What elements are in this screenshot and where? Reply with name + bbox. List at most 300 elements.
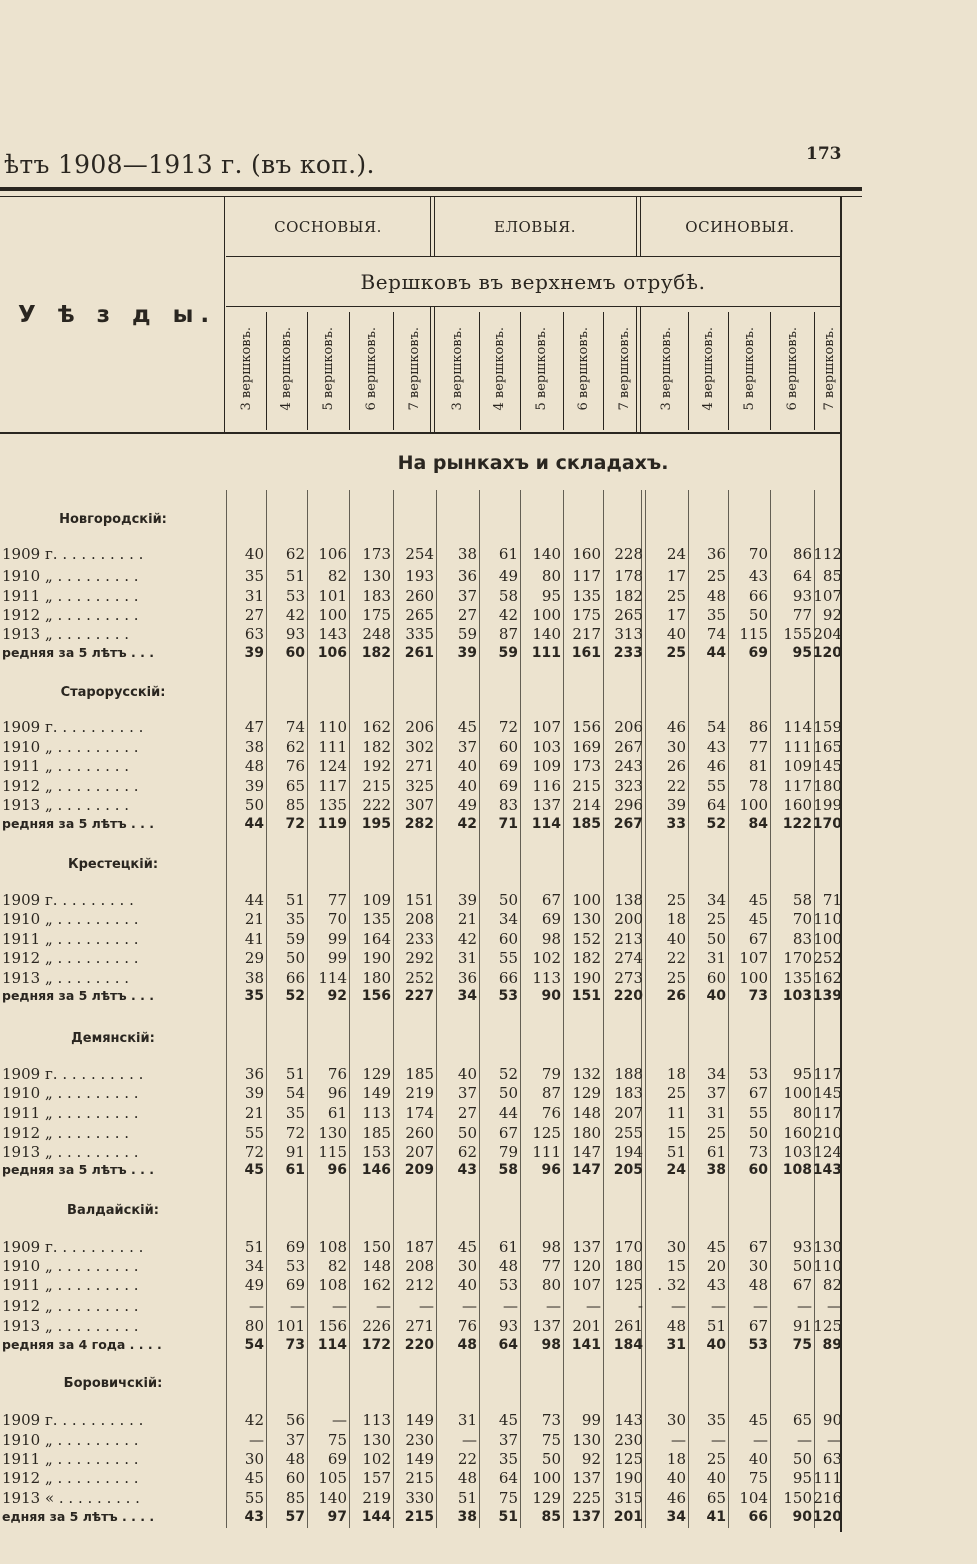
value-cell: 60	[285, 1469, 305, 1487]
value-cell: 35	[285, 1104, 305, 1122]
average-cell: 45	[244, 1162, 264, 1178]
value-cell: —	[462, 1297, 477, 1315]
value-cell: 92	[581, 1450, 601, 1468]
value-cell: —	[797, 1431, 812, 1449]
value-cell: —	[332, 1297, 347, 1315]
value-cell: 34	[244, 1257, 264, 1275]
average-cell: 220	[404, 1337, 434, 1353]
page-header-title: ѣтъ 1908—1913 г. (въ коп.).	[4, 150, 375, 179]
value-cell: 111	[318, 738, 347, 756]
value-cell: 260	[405, 1124, 434, 1142]
average-cell: 43	[244, 1509, 264, 1525]
group-separator	[636, 197, 637, 256]
value-cell: 15	[666, 1257, 686, 1275]
value-cell: 76	[457, 1317, 477, 1335]
value-cell: 31	[244, 587, 264, 605]
value-cell: 150	[783, 1489, 812, 1507]
column-header-label: 4 вершковъ.	[700, 327, 716, 411]
top-rule-thick	[0, 187, 862, 191]
district-name: Боровичскій:	[63, 1376, 163, 1391]
value-cell: 67	[748, 1084, 768, 1102]
value-cell: 27	[244, 606, 264, 624]
value-cell: 61	[498, 1238, 518, 1256]
value-cell: 39	[457, 891, 477, 909]
value-cell: 135	[362, 910, 391, 928]
value-cell: 130	[362, 567, 391, 585]
year-row-label: 1912 „ . . . . . . . . .	[2, 1297, 139, 1315]
value-cell: 31	[457, 949, 477, 967]
district-name: Крестецкій:	[67, 857, 159, 872]
value-cell: 38	[244, 738, 264, 756]
value-cell: 50	[748, 606, 768, 624]
value-cell: 25	[706, 567, 726, 585]
value-cell: 48	[748, 1276, 768, 1294]
value-cell: 46	[706, 757, 726, 775]
value-cell: —	[827, 1431, 842, 1449]
value-cell: 72	[244, 1143, 264, 1161]
value-cell: 124	[318, 757, 347, 775]
value-cell: 98	[541, 1238, 561, 1256]
value-cell: —	[462, 1431, 477, 1449]
value-cell: —	[503, 1297, 518, 1315]
value-cell: 46	[666, 1489, 686, 1507]
year-row-label: 1909 г. . . . . . . . . .	[2, 1411, 144, 1429]
value-cell: 42	[498, 606, 518, 624]
district-name: Новгородскій:	[59, 512, 167, 527]
value-cell: 36	[244, 1065, 264, 1083]
value-cell: 72	[285, 1124, 305, 1142]
value-cell: 49	[498, 567, 518, 585]
column-header	[603, 314, 645, 424]
value-cell: 100	[532, 606, 561, 624]
year-row-label: 1909 г. . . . . . . . .	[2, 891, 134, 909]
average-cell: 44	[706, 645, 726, 661]
value-cell: 207	[614, 1104, 643, 1122]
average-cell: 40	[706, 988, 726, 1004]
value-cell: 80	[541, 1276, 561, 1294]
value-cell: 83	[792, 930, 812, 948]
year-row-label: 1913 « . . . . . . . . .	[2, 1489, 140, 1507]
column-header	[226, 314, 266, 424]
value-cell: 61	[498, 545, 518, 563]
average-cell: 31	[666, 1337, 686, 1353]
average-row-label: редняя за 5 лѣтъ . . .	[2, 816, 154, 831]
value-cell: 200	[614, 910, 643, 928]
value-cell: 30	[457, 1257, 477, 1275]
average-cell: 170	[812, 816, 842, 832]
year-row-label: 1912 „ . . . . . . . . .	[2, 777, 139, 795]
value-cell: 40	[457, 757, 477, 775]
value-cell: 125	[614, 1450, 643, 1468]
value-cell: 61	[327, 1104, 347, 1122]
value-cell: 11	[666, 1104, 686, 1122]
value-cell: 36	[457, 567, 477, 585]
district-name: Валдайскій:	[67, 1203, 159, 1218]
average-cell: 38	[706, 1162, 726, 1178]
value-cell: 152	[572, 930, 601, 948]
value-cell: 75	[541, 1431, 561, 1449]
value-cell: 182	[362, 738, 391, 756]
value-cell: 55	[244, 1124, 264, 1142]
value-cell: 215	[362, 777, 391, 795]
value-cell: 182	[614, 587, 643, 605]
average-cell: 92	[327, 988, 347, 1004]
value-cell: 71	[822, 891, 842, 909]
value-cell: 54	[706, 718, 726, 736]
value-cell: 17	[666, 567, 686, 585]
column-header-label: 5 вершковъ.	[534, 327, 549, 411]
column-header-label: 3 вершковъ.	[450, 327, 465, 411]
year-row-label: 1912 „ . . . . . . . . .	[2, 606, 139, 624]
value-cell: 62	[285, 545, 305, 563]
value-cell: 190	[614, 1469, 643, 1487]
average-cell: 48	[457, 1337, 477, 1353]
value-cell: 102	[532, 949, 561, 967]
value-cell: 335	[405, 625, 434, 643]
value-cell: 201	[572, 1317, 601, 1335]
value-cell: 76	[541, 1104, 561, 1122]
value-cell: 42	[457, 930, 477, 948]
value-cell: 72	[498, 718, 518, 736]
column-header-label: 6 вершковъ.	[575, 327, 591, 411]
year-row-label: 1910 „ . . . . . . . . .	[2, 1084, 139, 1102]
value-cell: 40	[244, 545, 264, 563]
value-cell: 107	[813, 587, 842, 605]
header-bottom-rule	[0, 432, 842, 434]
year-row-label: 1913 „ . . . . . . . . .	[2, 1317, 139, 1335]
value-cell: 215	[405, 1469, 434, 1487]
average-cell: 61	[285, 1162, 305, 1178]
value-cell: 51	[285, 1065, 305, 1083]
value-cell: 26	[666, 757, 686, 775]
value-cell: 51	[666, 1143, 686, 1161]
value-cell: 137	[572, 1238, 601, 1256]
value-cell: 183	[362, 587, 391, 605]
value-cell: 147	[572, 1143, 601, 1161]
value-cell: 35	[498, 1450, 518, 1468]
year-row-label: 1910 „ . . . . . . . . .	[2, 910, 139, 928]
value-cell: 173	[572, 757, 601, 775]
value-cell: 40	[748, 1450, 768, 1468]
value-cell: 55	[748, 1104, 768, 1122]
group-title: СОСНОВЫЯ.	[274, 218, 382, 236]
value-cell: 58	[792, 891, 812, 909]
value-cell: 206	[405, 718, 434, 736]
group-title: ОСИНОВЫЯ.	[685, 218, 795, 236]
value-cell: 76	[327, 1065, 347, 1083]
column-header-label: 6 вершковъ.	[363, 327, 379, 411]
value-cell: 114	[318, 969, 347, 987]
value-cell: 156	[318, 1317, 347, 1335]
value-cell: 48	[244, 757, 264, 775]
value-cell: 100	[739, 969, 768, 987]
value-cell: 59	[457, 625, 477, 643]
average-cell: 71	[498, 816, 518, 832]
value-cell: 104	[739, 1489, 768, 1507]
value-cell: 53	[498, 1276, 518, 1294]
value-cell: 77	[792, 606, 812, 624]
average-cell: 120	[812, 645, 842, 661]
value-cell: 214	[572, 796, 601, 814]
year-row-label: 1911 „ . . . . . . . .	[2, 757, 130, 775]
average-cell: 34	[666, 1509, 686, 1525]
value-cell: 37	[285, 1431, 305, 1449]
average-cell: 53	[498, 988, 518, 1004]
value-cell: 69	[541, 910, 561, 928]
year-row-label: 1909 г. . . . . . . . . .	[2, 1238, 144, 1256]
value-cell: 110	[813, 1257, 842, 1275]
average-cell: 59	[498, 645, 518, 661]
value-cell: 27	[457, 606, 477, 624]
value-cell: 187	[405, 1238, 434, 1256]
value-cell: 48	[457, 1469, 477, 1487]
value-cell: 21	[457, 910, 477, 928]
average-cell: 233	[613, 645, 643, 661]
value-cell: —	[671, 1297, 686, 1315]
average-cell: 73	[285, 1337, 305, 1353]
value-cell: 86	[792, 545, 812, 563]
average-cell: 51	[498, 1509, 518, 1525]
value-cell: 254	[405, 545, 434, 563]
value-cell: 49	[457, 796, 477, 814]
value-cell: 157	[362, 1469, 391, 1487]
value-cell: 113	[362, 1411, 391, 1429]
value-cell: 44	[498, 1104, 518, 1122]
average-cell: 106	[317, 645, 347, 661]
value-cell: 178	[614, 567, 643, 585]
average-cell: 111	[531, 645, 561, 661]
average-cell: 24	[666, 1162, 686, 1178]
column-header	[307, 314, 349, 424]
value-cell: 39	[244, 1084, 264, 1102]
value-cell: 93	[792, 587, 812, 605]
column-header-label: 7 вершковъ.	[407, 327, 422, 411]
value-cell: 153	[362, 1143, 391, 1161]
value-cell: 45	[244, 1469, 264, 1487]
value-cell: 80	[244, 1317, 264, 1335]
average-cell: 182	[361, 645, 391, 661]
value-cell: 113	[362, 1104, 391, 1122]
value-cell: 45	[748, 1411, 768, 1429]
value-cell: 130	[362, 1431, 391, 1449]
value-cell: 302	[405, 738, 434, 756]
column-header-label: 5 вершковъ.	[741, 327, 757, 411]
average-cell: 52	[706, 816, 726, 832]
value-cell: 78	[748, 777, 768, 795]
value-cell: 76	[285, 757, 305, 775]
column-header	[266, 314, 307, 424]
value-cell: 116	[532, 777, 561, 795]
value-cell: 135	[783, 969, 812, 987]
year-row-label: 1912 „ . . . . . . . . .	[2, 949, 139, 967]
value-cell: 53	[285, 1257, 305, 1275]
value-cell: 37	[457, 587, 477, 605]
value-cell: 45	[706, 1238, 726, 1256]
value-cell: 180	[614, 1257, 643, 1275]
value-cell: 90	[822, 1411, 842, 1429]
value-cell: 204	[813, 625, 842, 643]
average-cell: 146	[361, 1162, 391, 1178]
value-cell: 105	[318, 1469, 347, 1487]
value-cell: 323	[614, 777, 643, 795]
value-cell: 40	[706, 1469, 726, 1487]
header-divider-sub	[226, 306, 840, 307]
average-cell: 220	[613, 988, 643, 1004]
value-cell: 66	[285, 969, 305, 987]
year-row-label: 1911 „ . . . . . . . . .	[2, 587, 139, 605]
value-cell: 170	[614, 1238, 643, 1256]
value-cell: 64	[498, 1469, 518, 1487]
value-cell: 65	[285, 777, 305, 795]
value-cell: 225	[572, 1489, 601, 1507]
value-cell: 38	[457, 545, 477, 563]
average-cell: 156	[361, 988, 391, 1004]
average-cell: 58	[498, 1162, 518, 1178]
value-cell: 109	[783, 757, 812, 775]
value-cell: 117	[572, 567, 601, 585]
value-cell: —	[671, 1431, 686, 1449]
value-cell: 206	[614, 718, 643, 736]
value-cell: —	[249, 1297, 264, 1315]
value-cell: 129	[532, 1489, 561, 1507]
value-cell: 96	[327, 1084, 347, 1102]
value-cell: 140	[318, 1489, 347, 1507]
value-cell: 100	[532, 1469, 561, 1487]
column-header	[645, 314, 688, 424]
value-cell: 109	[532, 757, 561, 775]
value-cell: 50	[498, 891, 518, 909]
year-row-label: 1913 „ . . . . . . . .	[2, 796, 130, 814]
value-cell: 180	[813, 777, 842, 795]
value-cell: 67	[498, 1124, 518, 1142]
value-cell: 73	[541, 1411, 561, 1429]
average-cell: 66	[748, 1509, 768, 1525]
value-cell: 24	[666, 545, 686, 563]
value-cell: 37	[706, 1084, 726, 1102]
value-cell: 51	[244, 1238, 264, 1256]
value-cell: 95	[792, 1065, 812, 1083]
average-cell: 209	[404, 1162, 434, 1178]
value-cell: 100	[739, 796, 768, 814]
value-cell: 101	[276, 1317, 305, 1335]
value-cell: 34	[498, 910, 518, 928]
average-cell: 195	[361, 816, 391, 832]
average-cell: 60	[748, 1162, 768, 1178]
value-cell: 30	[666, 738, 686, 756]
average-cell: 85	[541, 1509, 561, 1525]
value-cell: 22	[666, 949, 686, 967]
value-cell: 56	[285, 1411, 305, 1429]
value-cell: 175	[362, 606, 391, 624]
average-cell: 34	[457, 988, 477, 1004]
value-cell: 50	[792, 1257, 812, 1275]
value-cell: 271	[405, 1317, 434, 1335]
value-cell: 103	[783, 1143, 812, 1161]
value-cell: . 32	[657, 1276, 686, 1294]
value-cell: 107	[739, 949, 768, 967]
year-row-label: 1911 „ . . . . . . . . .	[2, 1450, 139, 1468]
average-cell: 108	[782, 1162, 812, 1178]
value-cell: 75	[327, 1431, 347, 1449]
year-row-label: 1910 „ . . . . . . . . .	[2, 738, 139, 756]
value-cell: 125	[532, 1124, 561, 1142]
value-cell: 69	[498, 777, 518, 795]
average-cell: 44	[244, 816, 264, 832]
value-cell: 243	[614, 757, 643, 775]
average-cell: 41	[706, 1509, 726, 1525]
value-cell: 64	[792, 567, 812, 585]
value-cell: 173	[362, 545, 391, 563]
value-cell: 50	[706, 930, 726, 948]
value-cell: 47	[244, 718, 264, 736]
value-cell: 313	[614, 625, 643, 643]
value-cell: 22	[457, 1450, 477, 1468]
value-cell: 77	[541, 1257, 561, 1275]
average-cell: 38	[457, 1509, 477, 1525]
average-cell: 90	[541, 988, 561, 1004]
value-cell: 74	[285, 718, 305, 736]
average-cell: 40	[706, 1337, 726, 1353]
value-cell: 80	[792, 1104, 812, 1122]
average-cell: 282	[404, 816, 434, 832]
average-cell: 53	[748, 1337, 768, 1353]
value-cell: 219	[405, 1084, 434, 1102]
average-cell: 215	[404, 1509, 434, 1525]
value-cell: 92	[822, 606, 842, 624]
value-cell: 93	[285, 625, 305, 643]
value-cell: 53	[285, 587, 305, 605]
header-divider-groups	[226, 256, 840, 257]
value-cell: 40	[457, 1065, 477, 1083]
value-cell: 63	[822, 1450, 842, 1468]
value-cell: 252	[813, 949, 842, 967]
value-cell: —	[797, 1297, 812, 1315]
value-cell: 193	[405, 567, 434, 585]
value-cell: 77	[327, 891, 347, 909]
value-cell: 292	[405, 949, 434, 967]
value-cell: 46	[666, 718, 686, 736]
value-cell: 112	[813, 545, 842, 563]
column-header	[349, 314, 393, 424]
value-cell: 252	[405, 969, 434, 987]
value-cell: 80	[541, 567, 561, 585]
average-cell: 97	[327, 1509, 347, 1525]
value-cell: 37	[457, 1084, 477, 1102]
value-cell: 174	[405, 1104, 434, 1122]
value-cell: 37	[498, 1431, 518, 1449]
year-row-label: 1911 „ . . . . . . . . .	[2, 930, 139, 948]
value-cell: 34	[706, 891, 726, 909]
value-cell: 25	[666, 891, 686, 909]
value-cell: —	[711, 1431, 726, 1449]
value-cell: 99	[327, 930, 347, 948]
average-cell: 90	[792, 1509, 812, 1525]
value-cell: 140	[532, 625, 561, 643]
value-cell: 81	[748, 757, 768, 775]
value-cell: 45	[748, 910, 768, 928]
value-cell: 79	[498, 1143, 518, 1161]
value-cell: —	[249, 1431, 264, 1449]
value-cell: 25	[666, 587, 686, 605]
value-cell: 185	[405, 1065, 434, 1083]
value-cell: 143	[318, 625, 347, 643]
value-cell: 325	[405, 777, 434, 795]
value-cell: 175	[572, 606, 601, 624]
value-cell: 117	[783, 777, 812, 795]
value-cell: 64	[706, 796, 726, 814]
value-cell: 99	[581, 1411, 601, 1429]
value-cell: 42	[285, 606, 305, 624]
